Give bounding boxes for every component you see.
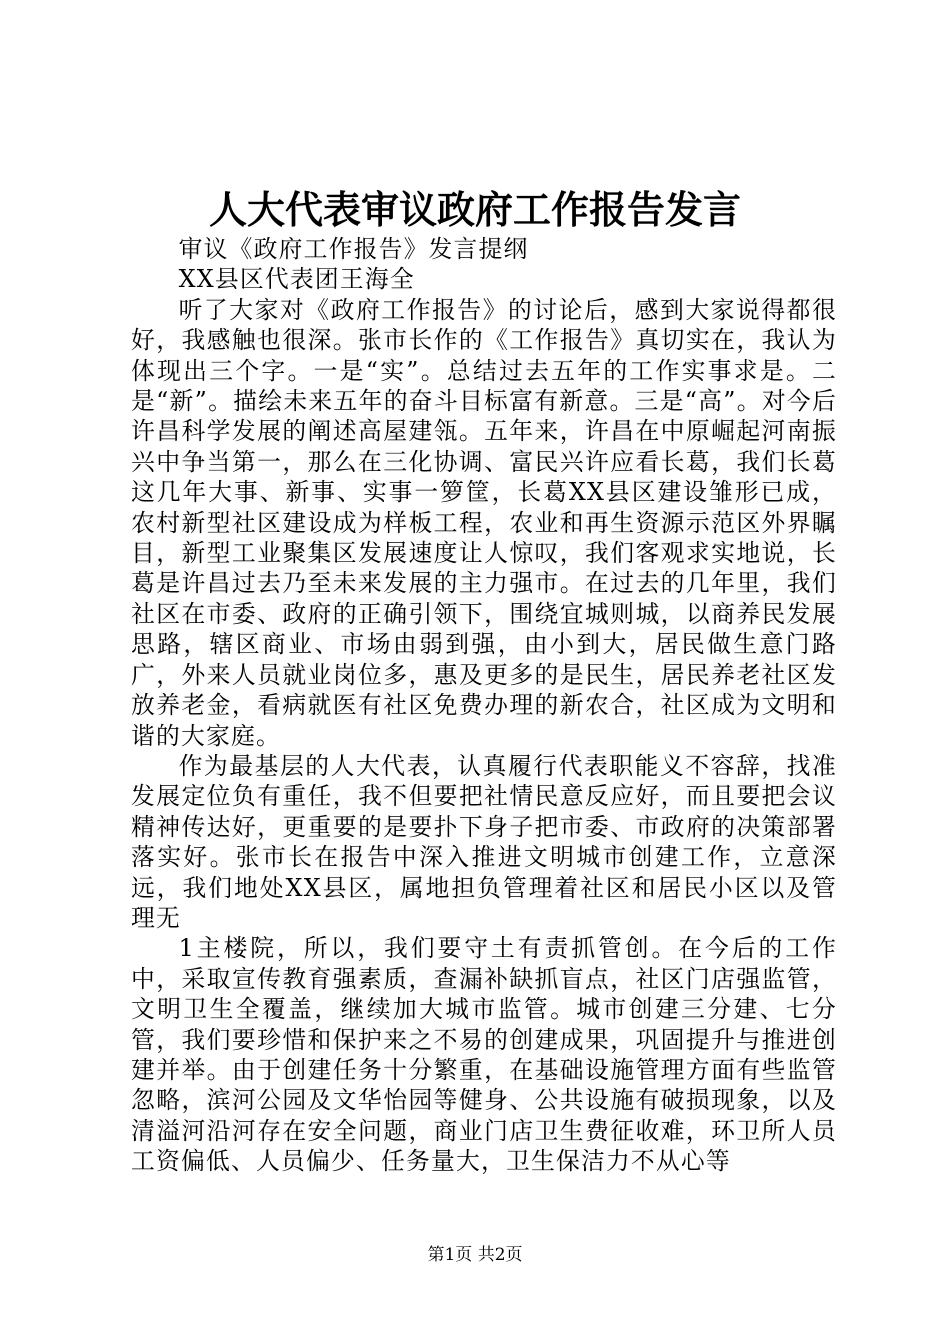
paragraph-body: 作为最基层的人大代表，认真履行代表职能义不容辞，找准发展定位负有重任，我不但要把社情民意反应好，而且要把会议精神传达好，更重要的是要扑下身子把市委、市政府的决策部署落实好。张市长在报告中深入推进文明城市创建工作，立意深远，我们地处XX县区，属地担负管理着社区和居民小区以及管理无 bbox=[131, 751, 837, 932]
paragraph-subtitle: 审议《政府工作报告》发言提纲 bbox=[178, 235, 529, 263]
page-title: 人大代表审议政府工作报告发言 bbox=[208, 187, 741, 232]
paragraph-author: XX县区代表团王海全 bbox=[178, 265, 415, 294]
paragraph-body: 1主楼院，所以，我们要守土有责抓管创。在今后的工作中，采取宣传教育强素质，查漏补缺抓盲点，社区门店强监管，文明卫生全覆盖，继续加大城市监管。城市创建三分建、七分管，我们要珍惜和保护来之不易的创建成果，巩固提升与推进创建并举。由于创建任务十分繁重，在基础设施管理方面有些监管忽略，滨河公园及文华怡园等健身、公共设施有破损现象，以及清溢河沿河存在安全问题，商业门店卫生费征收难，环卫所人员工资偏低、人员偏少、任务量大，卫生保洁力不从心等 bbox=[131, 934, 837, 1176]
document-body bbox=[131, 234, 837, 1177]
page-number-footer: 第1页 共2页 bbox=[427, 1245, 523, 1265]
paragraph-body: 听了大家对《政府工作报告》的讨论后，感到大家说得都很好，我感触也很深。张市长作的《工作报告》真切实在，我认为体现出三个字。一是“实”。总结过去五年的工作实事求是。二是“新”。描绘未来五年的奋斗目标富有新意。三是“高”。对今后许昌科学发展的阐述高屋建瓴。五年来，许昌在中原崛起河南振兴中争当第一，那么在三化协调、富民兴许应看长葛，我们长葛这几年大事、新事、实事一箩筐，长葛XX县区建设雏形已成，农村新型社区建设成为样板工程，农业和再生资源示范区外界瞩目，新型工业聚集区发展速度让人惊叹，我们客观求实地说，长葛是许昌过去乃至未来发展的主力强市。在过去的几年里，我们社区在市委、政府的正确引领下，围绕宜城则城，以商养民发展思路，辖区商业、市场由弱到强，由小到大，居民做生意门路广，外来人员就业岗位多，惠及更多的是民生，居民养老社区发放养老金，看病就医有社区免费办理的新农合，社区成为文明和谐的大家庭。 bbox=[131, 295, 837, 750]
